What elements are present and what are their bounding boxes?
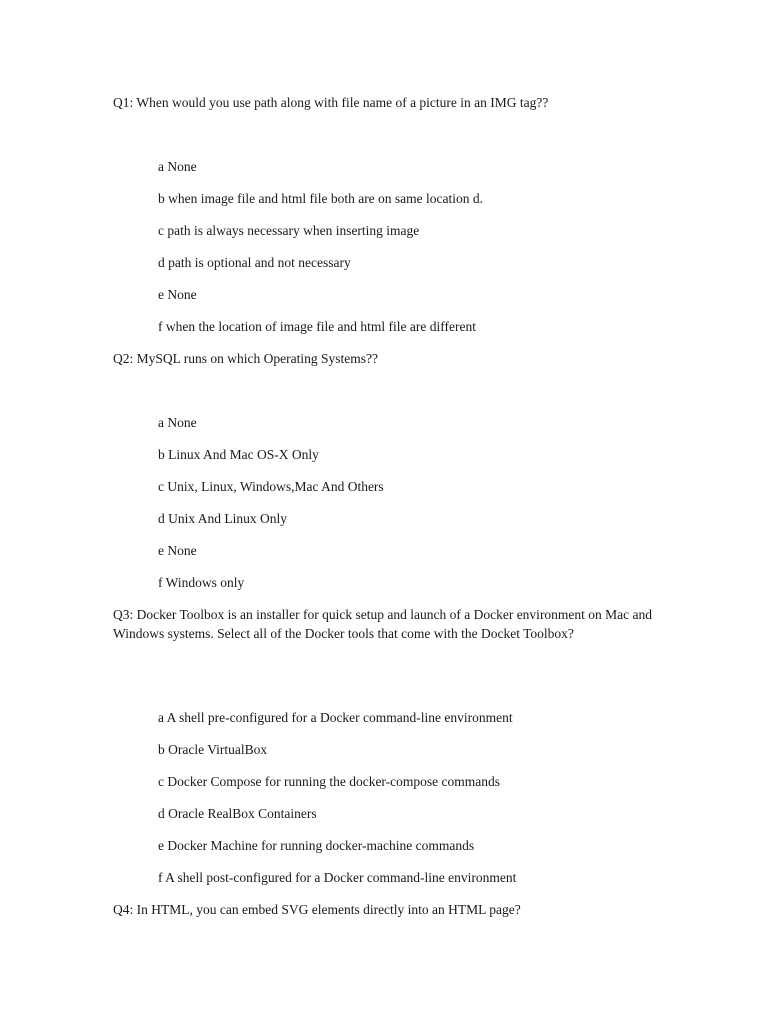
question-2-option-b: b Linux And Mac OS-X Only xyxy=(158,447,319,462)
question-3-text: Q3: Docker Toolbox is an installer for quick setup and launch of a Docker environment on Mac and Windows systems. Select all of the Docker tools that come with the Docket Toolbox? xyxy=(113,607,653,641)
question-2-option-f: f Windows only xyxy=(158,575,245,590)
question-1-text: Q1: When would you use path along with file name of a picture in an IMG tag?? xyxy=(113,95,549,110)
question-1-option-c: c path is always necessary when inserting image xyxy=(158,223,420,238)
question-1-option-f: f when the location of image file and html file are different xyxy=(158,319,477,334)
question-3-option-c: c Docker Compose for running the docker-compose commands xyxy=(158,774,501,789)
question-3-option-a: a A shell pre-configured for a Docker command-line environment xyxy=(158,710,513,725)
question-4-text: Q4: In HTML, you can embed SVG elements directly into an HTML page? xyxy=(113,902,521,917)
question-2-option-c: c Unix, Linux, Windows,Mac And Others xyxy=(158,479,384,494)
question-2-option-e: e None xyxy=(158,543,197,558)
question-1-option-a: a None xyxy=(158,159,197,174)
question-1-option-e: e None xyxy=(158,287,197,302)
question-3-option-b: b Oracle VirtualBox xyxy=(158,742,268,757)
question-1-option-d: d path is optional and not necessary xyxy=(158,255,351,270)
question-2-option-a: a None xyxy=(158,415,197,430)
question-2-text: Q2: MySQL runs on which Operating Systems?? xyxy=(113,351,378,366)
question-3-option-d: d Oracle RealBox Containers xyxy=(158,806,317,821)
question-3-option-f: f A shell post-configured for a Docker command-line environment xyxy=(158,870,517,885)
question-3-option-e: e Docker Machine for running docker-machine commands xyxy=(158,838,475,853)
question-1-option-b: b when image file and html file both are on same location d. xyxy=(158,191,484,206)
question-2-option-d: d Unix And Linux Only xyxy=(158,511,288,526)
